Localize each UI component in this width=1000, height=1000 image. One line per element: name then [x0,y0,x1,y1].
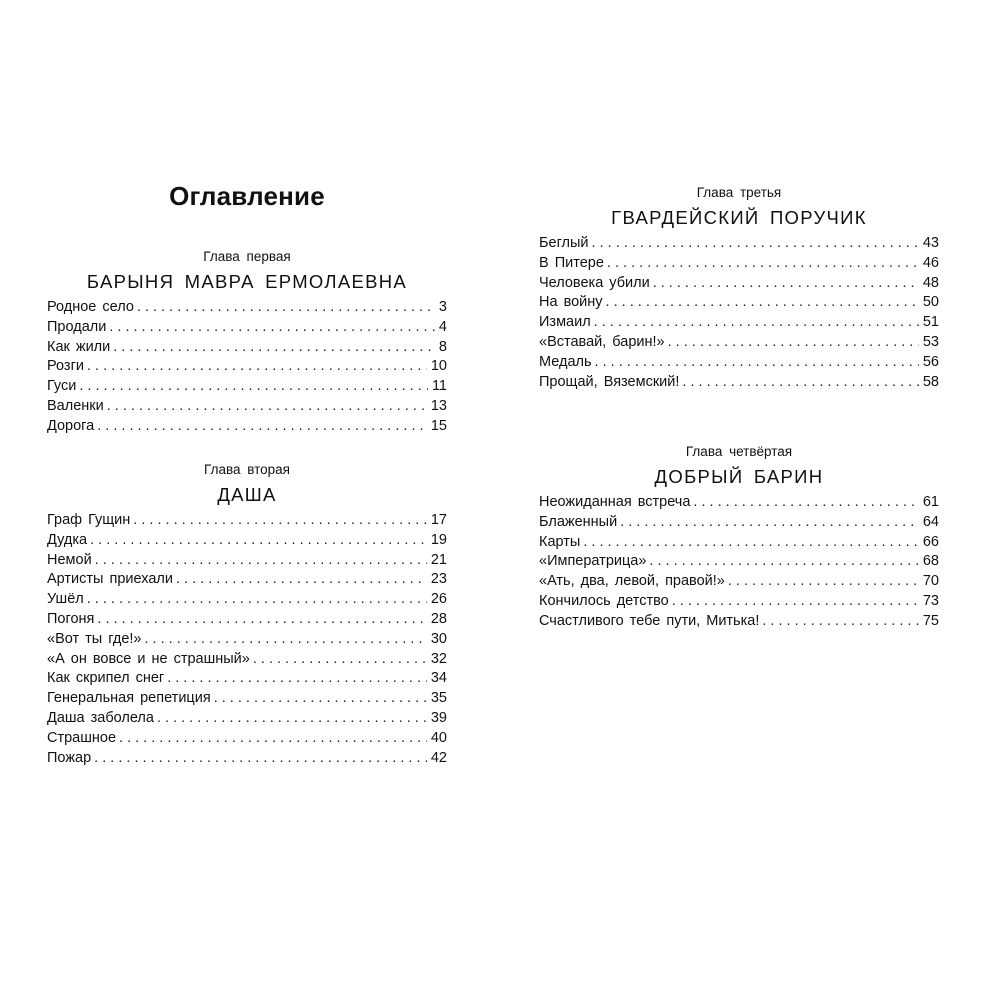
entry-title: Продали [47,318,107,335]
entry-page-number: 21 [430,551,447,568]
toc-entry [47,397,447,417]
dot-leader [620,513,919,533]
entry-page-number: 23 [430,571,447,588]
entry-title: «Императрица» [539,553,647,570]
dot-leader [90,531,427,551]
dot-leader [113,338,435,358]
dot-leader [682,373,918,393]
entry-page-number: 48 [922,274,939,291]
entry-title: Неожиданная встреча [539,494,691,510]
entry-title: Погоня [47,610,95,627]
toc-title: Оглавление [169,181,325,211]
dot-leader [653,274,919,294]
dot-leader [167,669,427,689]
dot-leader [137,298,435,318]
entry-title: Счастливого тебе пути, Митька! [539,612,760,629]
toc-entry [47,669,447,689]
entry-page-number: 70 [922,573,939,590]
entry-page-number: 53 [922,333,939,350]
entry-page-number: 75 [922,612,939,629]
entry-page-number: 68 [922,553,939,570]
toc-entry [539,513,939,533]
toc-entry [539,552,939,572]
entry-page-number: 15 [430,417,447,434]
entry-page-number: 40 [430,729,447,746]
chapter-name: ДОБРЫЙ БАРИН [654,466,824,487]
dot-leader [668,333,919,353]
dot-leader [762,612,918,632]
chapter-1 [47,249,447,437]
entry-title: Дудка [47,531,88,548]
entry-title: Родное село [47,299,134,315]
entry-page-number: 73 [922,592,939,609]
dot-leader [119,729,427,749]
chapter-name: ГВАРДЕЙСКИЙ ПОРУЧИК [611,207,867,228]
toc-entry [47,318,447,338]
dot-leader [87,357,427,377]
entry-page-number: 19 [430,531,447,548]
entry-title: Валенки [47,397,104,414]
dot-leader [107,397,427,417]
entry-title: Как скрипел снег [47,670,165,687]
entry-title: Даша заболела [47,709,154,726]
entry-title: Как жили [47,338,111,355]
entry-list [47,511,447,768]
entry-page-number: 42 [430,749,447,766]
entry-page-number: 58 [922,373,939,390]
entry-title: Человека убили [539,274,650,291]
dot-leader [97,417,427,437]
entry-title: Измаил [539,314,591,331]
entry-page-number: 39 [430,709,447,726]
entry-title: Артисты приехали [47,571,173,588]
toc-entry [47,630,447,650]
toc-entry [539,234,939,254]
toc-entry [539,493,939,513]
entry-page-number: 56 [922,353,939,370]
dot-leader [583,533,919,553]
dot-leader [594,313,919,333]
chapter-4 [539,444,939,632]
entry-title: «А он вовсе и не страшный» [47,650,250,667]
entry-title: Карты [539,533,581,550]
entry-page-number: 10 [430,358,447,375]
entry-title: Генеральная репетиция [47,690,211,707]
toc-entry [47,377,447,397]
entry-page-number: 64 [922,513,939,530]
entry-title: Медаль [539,353,592,370]
toc-entry [539,533,939,553]
toc-entry [539,612,939,632]
entry-page-number: 46 [922,254,939,271]
entry-page-number: 61 [922,494,939,510]
toc-entry [47,689,447,709]
toc-entry [47,749,447,769]
dot-leader [97,610,426,630]
entry-list [539,234,939,392]
entry-title: Блаженный [539,513,618,530]
entry-page-number: 51 [922,314,939,331]
chapter-label: Глава первая [203,249,291,264]
toc-entry [47,709,447,729]
toc-entry [539,333,939,353]
toc-entry [47,338,447,358]
entry-title: Ушёл [47,591,84,608]
entry-page-number: 3 [438,299,447,315]
chapter-name: БАРЫНЯ МАВРА ЕРМОЛАЕВНА [86,271,408,292]
toc-entry [47,610,447,630]
dot-leader [592,234,919,254]
entry-page-number: 11 [431,378,447,395]
entry-title: Гуси [47,378,77,395]
dot-leader [95,551,427,571]
entry-title: На войну [539,294,603,311]
entry-page-number: 43 [922,235,939,251]
toc-entry [539,572,939,592]
entry-page-number: 66 [922,533,939,550]
entry-page-number: 35 [430,690,447,707]
entry-page-number: 8 [438,338,447,355]
entry-page-number: 13 [430,397,447,414]
chapter-label: Глава третья [696,185,782,200]
entry-page-number: 4 [438,318,447,335]
toc-entry [539,274,939,294]
toc-entry [539,353,939,373]
chapter-name: ДАША [217,484,277,505]
dot-leader [693,493,918,513]
entry-page-number: 30 [430,630,447,647]
toc-entry [47,511,447,531]
dot-leader [133,511,427,531]
entry-page-number: 32 [430,650,447,667]
toc-entry [539,313,939,333]
toc-entry [539,254,939,274]
entry-list [47,298,447,437]
dot-leader [145,630,427,650]
dot-leader [672,592,919,612]
toc-entry [539,293,939,313]
entry-title: В Питере [539,254,604,271]
dot-leader [94,749,427,769]
toc-entry [47,417,447,437]
entry-title: Розги [47,358,84,375]
dot-leader [253,650,427,670]
toc-entry [47,531,447,551]
entry-title: Беглый [539,235,589,251]
entry-title: Пожар [47,749,92,766]
dot-leader [109,318,435,338]
toc-entry [539,592,939,612]
dot-leader [87,590,427,610]
dot-leader [728,572,919,592]
entry-title: Страшное [47,729,117,746]
dot-leader [157,709,427,729]
chapter-3 [539,185,939,392]
toc-entry [539,373,939,393]
entry-title: Дорога [47,417,95,434]
dot-leader [214,689,427,709]
dot-leader [595,353,919,373]
entry-page-number: 26 [430,591,447,608]
dot-leader [606,293,919,313]
entry-title: «Вот ты где!» [47,630,142,647]
toc-entry [47,551,447,571]
chapter-label: Глава вторая [204,462,290,477]
entry-title: Немой [47,551,92,568]
toc-entry [47,357,447,377]
dot-leader [649,552,918,572]
toc-entry [47,570,447,590]
chapter-label: Глава четвёртая [685,444,793,459]
entry-page-number: 34 [430,670,447,687]
entry-page-number: 28 [430,610,447,627]
entry-title: Прощай, Вяземский! [539,373,680,390]
entry-page-number: 17 [430,512,447,528]
entry-title: Граф Гущин [47,512,131,528]
toc-entry [47,590,447,610]
chapter-2 [47,462,447,768]
toc-entry [47,650,447,670]
entry-title: «Вставай, барин!» [539,333,665,350]
dot-leader [176,570,427,590]
entry-page-number: 50 [922,294,939,311]
dot-leader [79,377,428,397]
entry-title: «Ать, два, левой, правой!» [539,573,725,590]
toc-entry [47,298,447,318]
dot-leader [607,254,919,274]
entry-list [539,493,939,632]
entry-title: Кончилось детство [539,592,669,609]
toc-entry [47,729,447,749]
